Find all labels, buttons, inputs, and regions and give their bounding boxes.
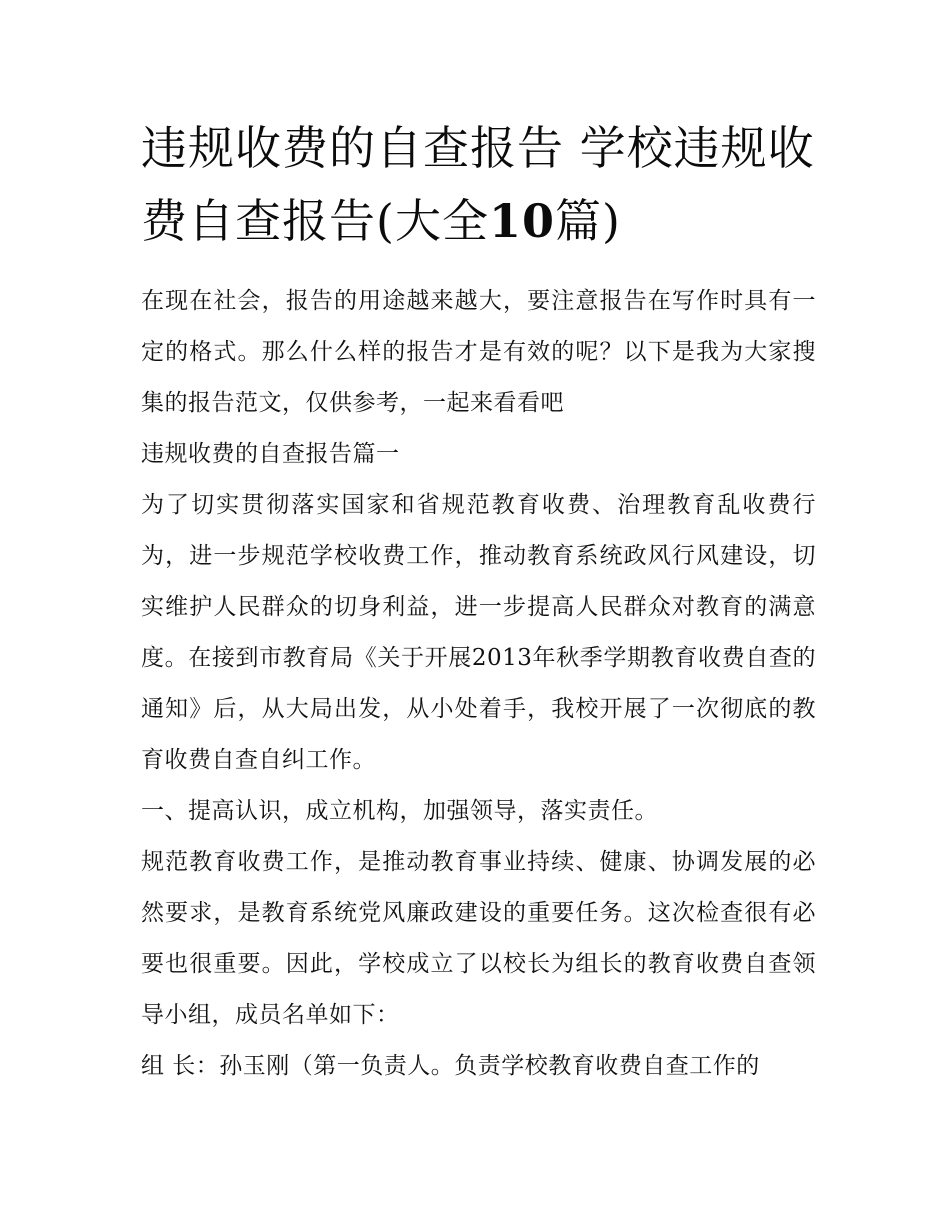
title-text: 违规收费的自查报告 学校违规收费自查报告(大全 bbox=[141, 121, 815, 248]
member-line: 组 长：孙玉刚（第一负责人。负责学校教育收费自查工作的 bbox=[141, 1053, 760, 1079]
document-body bbox=[141, 276, 816, 1092]
section-heading: 违规收费的自查报告篇一 bbox=[141, 441, 400, 467]
subsection-heading: 一、提高认识，成立机构，加强领导，落实责任。 bbox=[141, 798, 658, 824]
document-title bbox=[141, 112, 816, 258]
body-paragraph: 为了切实贯彻落实国家和省规范教育收费、治理教育乱收费行为，进一步规范学校收费工作，推动教育系统政风行风建设，切实维护人民群众的切身利益，进一步提高人民群众对教育的满意度。在接到市教育局《关于开展2013年秋季学期教育收费自查的通知》后，从大局出发，从小处着手，我校开展了一次彻底的教育收费自查自纠工作。 bbox=[141, 492, 816, 773]
body-paragraph: 规范教育收费工作，是推动教育事业持续、健康、协调发展的必然要求，是教育系统党风廉政建设的重要任务。这次检查很有必要也很重要。因此，学校成立了以校长为组长的教育收费自查领导小组，成员名单如下： bbox=[141, 849, 816, 1028]
intro-paragraph: 在现在社会，报告的用途越来越大，要注意报告在写作时具有一定的格式。那么什么样的报告才是有效的呢？以下是我为大家搜集的报告范文，仅供参考，一起来看看吧 bbox=[141, 288, 816, 416]
title-number: 10 bbox=[488, 194, 555, 248]
document-page bbox=[141, 112, 816, 1092]
title-suffix: 篇) bbox=[554, 194, 621, 248]
